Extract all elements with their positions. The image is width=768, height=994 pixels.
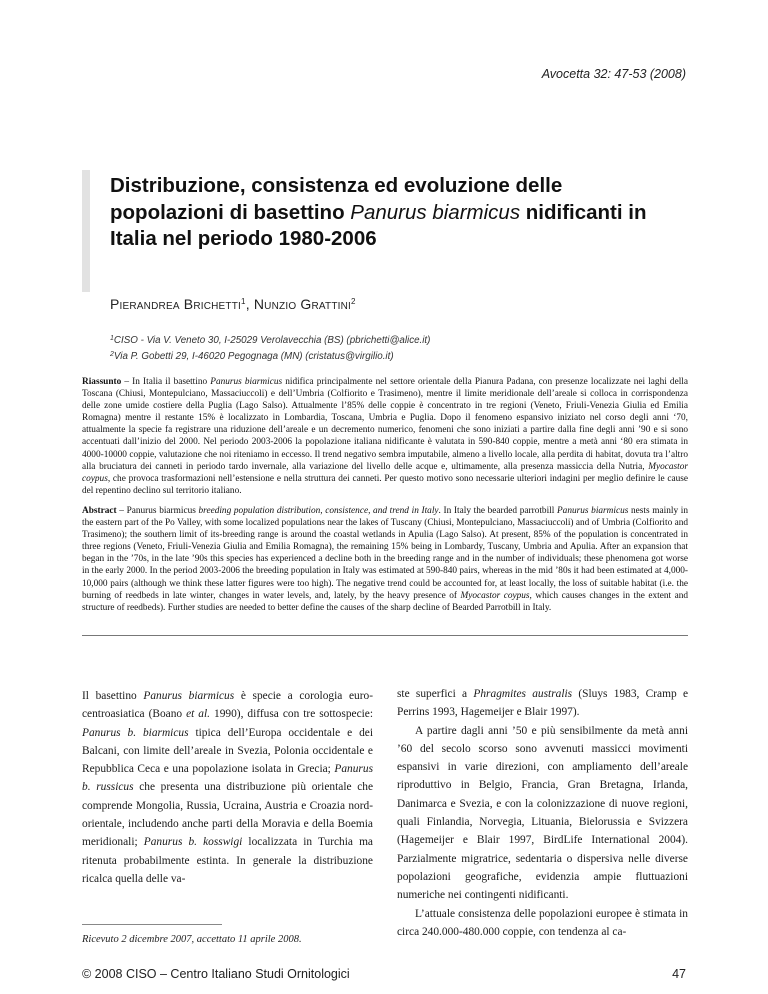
body-paragraph-3: L’attuale consistenza delle popolazioni europee è stimata in circa 240.000-480.000 coppie, con tendenza al ca- [397, 907, 688, 938]
author-2-affil-ref: 2 [351, 297, 356, 306]
title-part-2: nidificanti in Italia nel periodo 1980-2006 [110, 200, 647, 250]
author-2-first: Nunzio [253, 296, 297, 312]
body-paragraph-2: A partire dagli anni ’50 e più sensibilmente da metà anni ’60 del secolo scorso sono avvenuti massicci movimenti espansivi in varie direzioni, con ampliamento dell’areale riproduttivo in Belgio, Francia, Gran Bretagna, Irlanda, Danimarca e Svezia, e con la colonizzazione di nuove regioni, quali Finlandia, Norvegia, Lituania, Bielorussia e Svizzera (Hagemeijer e Blair 1997, BirdLife International 2004). Parzialmente migratrice, sedentaria o dispersiva nelle diverse popolazioni geografiche, evidenzia ampie fluttuazioni numeriche nei contingenti nidificanti. [397, 724, 688, 902]
intro-species-1: Panurus biarmicus [143, 690, 235, 702]
intro-species-2: Panurus b. biarmicus [82, 726, 189, 739]
body-p1-species: Phragmites australis [473, 688, 573, 700]
intro-species-3: Panurus b. russicus [82, 763, 373, 794]
article-title [110, 173, 670, 253]
riassunto-text-3: , che provoca trasformazioni nell’estensione e nella struttura dei canneti. Per questo motivo sono necessarie ulteriori indagini per meglio definire le cause del repentino declino sul territorio italiano. [82, 473, 688, 496]
journal-reference: Avocetta 32: 47-53 (2008) [541, 67, 686, 81]
riassunto-species-2: Myocastor coypus [82, 461, 688, 484]
affiliation-1-text: CISO - Via V. Veneto 30, I-25029 Verolavecchia (BS) (pbrichetti@alice.it) [113, 335, 431, 346]
abstract-text-3: nests mainly in the eastern part of the Po Valley, with some localized populations near the lakes of Tuscany (Chiusi, Montepulciano, Massaciuccoli) and of Umbria (Colfiorito and Trasimeno); the southern limit of its-breeding range is around the coastal wetlands in Apulia (Lago Salso). At present, 85% of the population is concentrated in three regions (Veneto, Friuli-Venezia Giulia and Emilia Romagna), the remaining 15% being in Lombardy, Tuscany, Umbria and Apulia. After an expansion that began in the ’70s, in the late ’90s this species has experienced a decline both in the breeding range and in the number of individuals; these phenomena got worse in the early 2000. In the period 2003-2006 the breeding population in Italy was estimated at 590-840 pairs, whereas in the mid ’80s it had been estimated at 4,000-10,000 pairs (although we think these latter figures were too high). The negative trend could be accounted for, at least locally, the loss of suitable habitat (i.e. the burning of reedbeds in late winter, changes in water levels, and, lately, by the heavy presence of [82, 506, 688, 601]
author-separator: , [245, 296, 254, 312]
affiliation-1-sup: 1 [110, 335, 114, 342]
author-1-first: Pierandrea [110, 296, 180, 312]
intro-text-6: localizzata in Turchia ma ritenuta probabilmente estinta. In generale la distribuzione ricalca quella delle va- [82, 836, 373, 885]
title-species: Panurus biarmicus [350, 200, 521, 224]
abstract-species-2: Myocastor coypus, [460, 590, 532, 601]
affiliation-2 [110, 351, 394, 362]
body-p1-text-b: (Sluys 1983, Cramp e Perrins 1993, Hagemeijer e Blair 1997). [397, 688, 689, 719]
abstract-species-1: Panurus biarmicus [557, 506, 629, 516]
author-1-last: Brichetti [183, 296, 242, 312]
intro-text-4: tipica dell’Europa occidentale e dei Balcani, con limite dell’areale in Svezia, Polonia occidentale e Repubblica Ceca e una popolazione isolata in Grecia; [82, 726, 374, 776]
author-2-last: Grattini [300, 296, 352, 312]
intro-text-3: 1990), diffusa con tre sottospecie: [210, 708, 374, 721]
received-date-note: Ricevuto 2 dicembre 2007, accettato 11 aprile 2008. [82, 934, 302, 945]
body-column-right [397, 685, 688, 941]
abstract-label: Abstract [82, 506, 117, 516]
section-divider [82, 635, 688, 636]
title-part-1: Distribuzione, consistenza ed evoluzione delle popolazioni di basettino [110, 174, 563, 224]
body-p1-text-a: ste superfici a [397, 688, 474, 700]
abstract-paragraph [82, 505, 688, 614]
affiliation-1 [110, 335, 430, 346]
riassunto-text-2: nidifica principalmente nel settore orientale della Pianura Padana, con presenze localizzate nei laghi della Toscana (Chiusi, Montepulciano, Massaciuccoli) e dell’Umbria (Colfiorito e Trasimeno), mentre il limite meridionale dell’areale si colloca in corrispondenza delle zone umide costiere della Puglia (Lago Salso). Attualmente l’85% delle coppie è concentrato in tre regioni (Veneto, Friuli-Venezia Giulia ed Emilia Romagna) mentre il restante 15% è localizzato in Lombardia, Toscana, Umbria e Puglia. Dopo il fenomeno espansivo iniziato nel corso degli anni ‘70, attualmente la specie fa registrare una riduzione dell’areale e un decremento numerico, fenomeni che sono iniziati a partire dalla fine degli anni ’90 e si sono accentuati dall’inizio del 2000. Nel periodo 2003-2006 la popolazione italiana nidificante è valutata in 590-840 coppie, mentre a metà anni ‘80 era stimata in 4000-10000 coppie, valutazione che noi riteniamo in eccesso. Il trend negativo sembra imputabile, almeno a livello locale, alla perdita di habitat, dovuta tra l’altro alla bruciatura dei canneti in periodo tardo invernale, alla variazione del livello delle acque e, ultimamente, alla presenza massiccia della Nutria, [82, 377, 688, 472]
author-1-affil-ref: 1 [241, 297, 246, 306]
affiliation-2-sup: 2 [110, 351, 114, 358]
affiliation-2-text: Via P. Gobetti 29, I-46020 Pegognaga (MN) (cristatus@virgilio.it) [113, 351, 394, 362]
title-accent-bar [82, 170, 90, 292]
intro-paragraph [82, 687, 373, 888]
intro-text-1: Il basettino [82, 690, 144, 702]
riassunto-species-1: Panurus biarmicus [210, 377, 283, 387]
author-list [110, 296, 356, 312]
riassunto-paragraph [82, 376, 688, 497]
copyright-footer: © 2008 CISO – Centro Italiano Studi Ornitologici [82, 967, 350, 981]
intro-etal: et al. [186, 708, 211, 721]
abstract-text-1: – Panurus biarmicus [116, 506, 199, 516]
abstract-text-4: which causes changes in the extent and structure of reedbeds). Further studies are needed to better define the causes of the sharp decline of Bearded Parrotbill in Italy. [82, 590, 688, 613]
riassunto-text-1: – In Italia il basettino [121, 377, 211, 387]
intro-text-2: è specie a corologia euro-centroasiatica (Boano [82, 690, 374, 721]
body-column-left [82, 687, 373, 888]
page-number: 47 [672, 967, 686, 981]
body-paragraph-1 [397, 685, 688, 722]
abstract-text-2: . In Italy the bearded parrotbill [438, 506, 557, 516]
abstract-italic-title: breeding population distribution, consistence, and trend in Italy [198, 506, 439, 516]
intro-species-4: Panurus b. kosswigi [143, 836, 243, 849]
intro-text-5: che presenta una distribuzione più orientale che comprende Mongolia, Russia, Ucraina, Austria e Croazia nord-orientale, includendo anche parti della Moravia e della Boemia meridionali; [82, 781, 373, 849]
footnote-divider [82, 924, 222, 925]
riassunto-label: Riassunto [82, 377, 122, 387]
